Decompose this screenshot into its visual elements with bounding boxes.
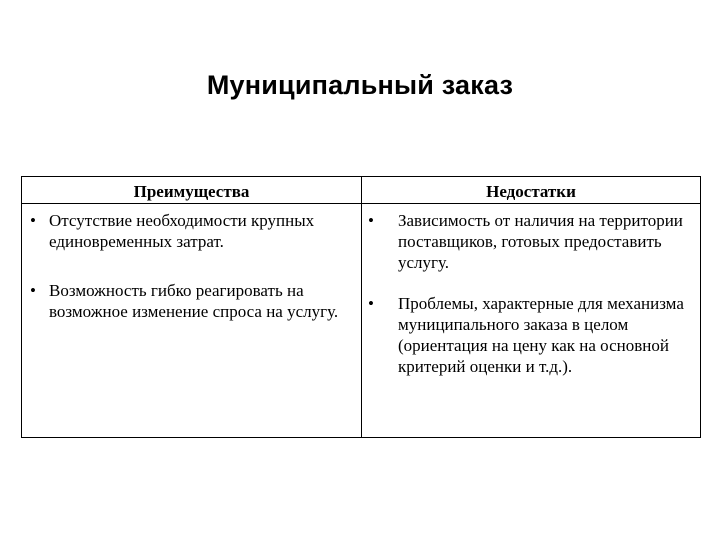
header-advantages: Преимущества <box>133 182 250 201</box>
list-item <box>368 210 696 273</box>
bullet-icon: • <box>30 211 36 230</box>
column-divider <box>361 177 362 437</box>
advantages-column <box>30 210 356 322</box>
bullet-icon: • <box>368 294 374 313</box>
advantage-text: Отсутствие необходимости крупных единовременных затрат. <box>49 211 315 251</box>
advantage-text: Возможность гибко реагировать на возможное изменение спроса на услугу. <box>49 281 339 321</box>
slide-title: Муниципальный заказ <box>206 70 514 100</box>
list-item <box>368 293 696 377</box>
bullet-icon: • <box>368 211 374 230</box>
bullet-icon: • <box>30 281 36 300</box>
disadvantages-column <box>368 210 696 377</box>
disadvantage-text: Зависимость от наличия на территории поставщиков, готовых предоставить услугу. <box>398 211 683 272</box>
comparison-table <box>21 176 701 438</box>
list-item <box>30 280 356 322</box>
header-disadvantages: Недостатки <box>486 182 576 201</box>
disadvantage-text: Проблемы, характерные для механизма муниципального заказа в целом (ориентация на цену как на основной критерий оценки и т.д.). <box>398 294 684 376</box>
list-item <box>30 210 356 252</box>
